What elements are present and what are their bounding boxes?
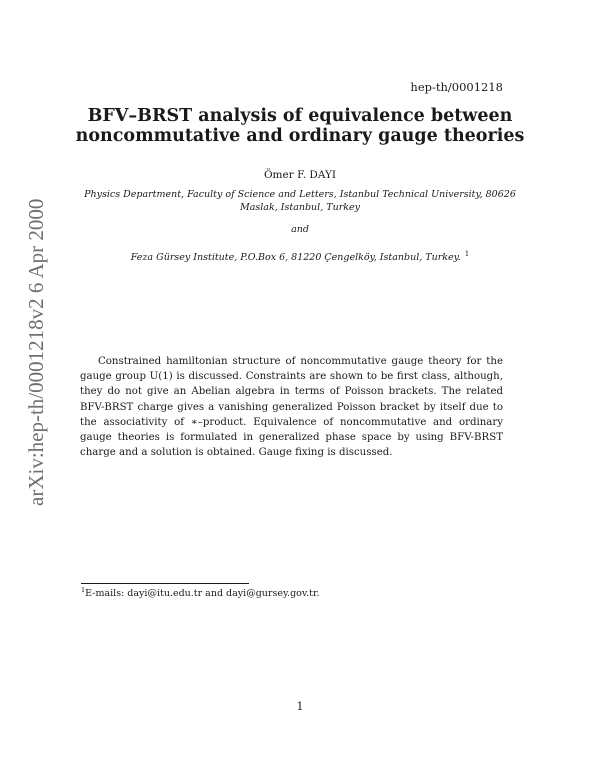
- affiliation-separator: and: [291, 224, 309, 235]
- footnote-divider: [81, 583, 249, 584]
- arxiv-identifier-stamp: arXiv:hep-th/0001218v2 6 Apr 2000: [24, 198, 48, 506]
- footnote: [81, 586, 319, 599]
- page-number: 1: [296, 700, 304, 713]
- affiliation-2-text: Feza Gürsey Institute, P.O.Box 6, 81220 Çengelköy, Istanbul, Turkey.: [130, 252, 461, 264]
- title-line-2: noncommutative and ordinary gauge theories: [75, 126, 525, 146]
- author-name: Ömer F. DAYI: [263, 169, 337, 181]
- affiliation-2: [75, 248, 525, 264]
- affiliation-footnote-mark: 1: [464, 250, 470, 258]
- report-number: hep-th/0001218: [410, 80, 503, 94]
- footnote-mark: 1: [81, 586, 86, 594]
- abstract: Constrained hamiltonian structure of noncommutative gauge theory for the gauge group U(1) is discussed. Constraints are shown to be first class, although, they do not give an Abelian algebra in terms of Poisson brackets. The related BFV-BRST charge gives a vanishing generalized Poisson bracket by itself due to the associativity of ∗–product. Equivalence of noncommutative and ordinary gauge theories is formulated in generalized phase space by using BFV-BRST charge and a solution is obtained. Gauge fixing is discussed.: [80, 356, 503, 459]
- affiliation-1: Physics Department, Faculty of Science and Letters, Istanbul Technical University, 80626 Maslak, Istanbul, Turkey: [84, 189, 516, 213]
- paper-title: [60, 106, 540, 146]
- footnote-text: E-mails: dayi@itu.edu.tr and dayi@gursey.gov.tr.: [85, 588, 320, 600]
- title-line-1: BFV–BRST analysis of equivalence between: [87, 106, 513, 126]
